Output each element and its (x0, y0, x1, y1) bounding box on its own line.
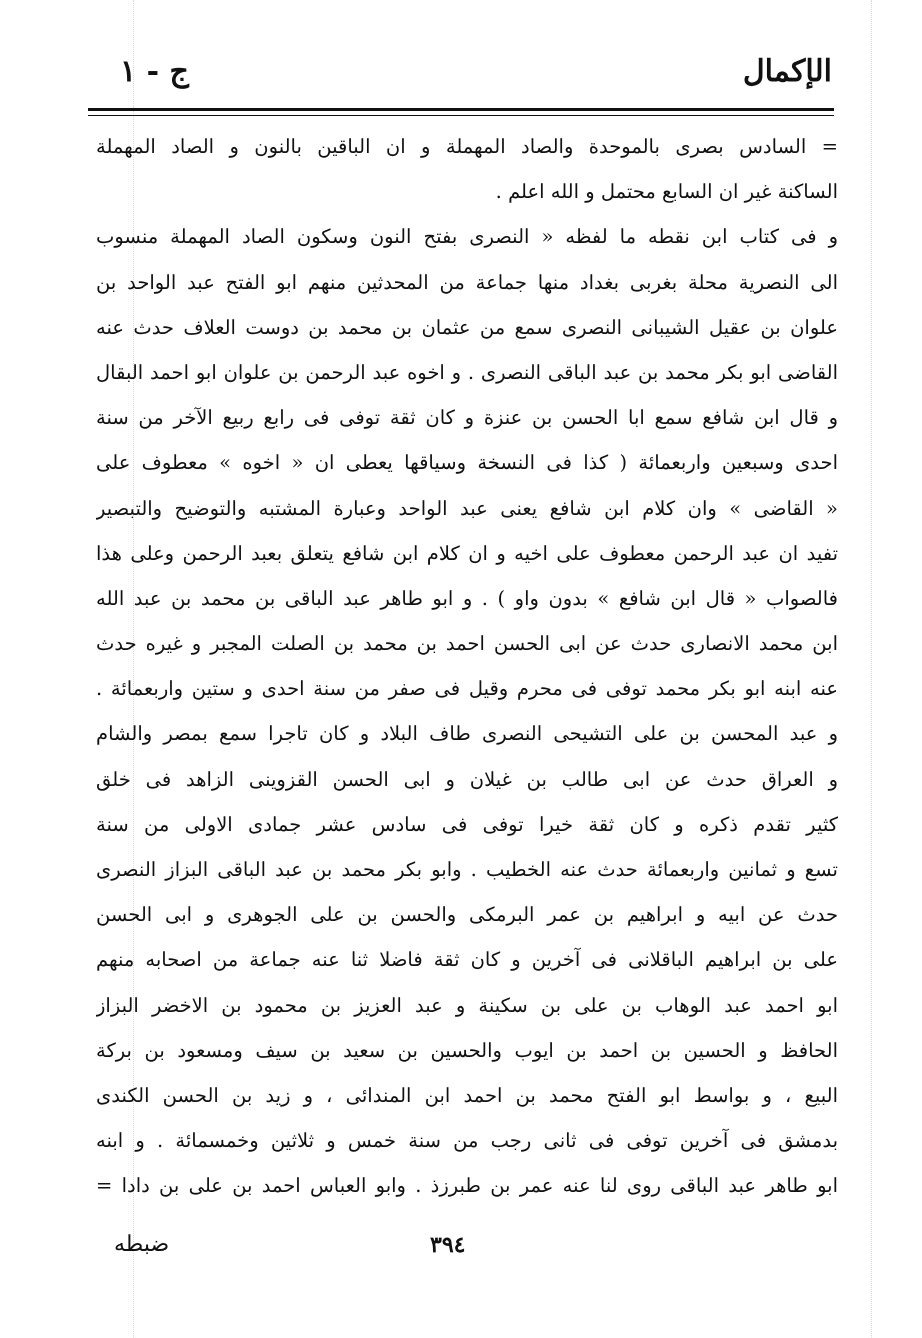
page-footer (90, 1228, 832, 1268)
text-line: احدى وسبعين واربعمائة ( كذا فى النسخة وسياقها يعطى ان « اخوه » معطوف على (96, 451, 838, 475)
book-title: الإكمال (742, 54, 832, 89)
text-line: البيع ، و بواسط ابو الفتح محمد بن احمد ابن المندائى ، و زيد بن الحسن الكندى (96, 1083, 838, 1107)
text-line: ابو احمد عبد الوهاب بن على بن سكينة و عبد العزيز بن محمود بن الاخضر البزاز (96, 993, 838, 1017)
text-line: الى النصرية محلة بغربى بغداد منها جماعة من المحدثين منهم ابو الفتح عبد الواحد بن (96, 270, 838, 294)
text-line: الساكنة غير ان السابع محتمل و الله اعلم . (495, 180, 838, 204)
margin-guide-right (871, 0, 872, 1338)
text-line: = السادس بصرى بالموحدة والصاد المهملة و ان الباقين بالنون و الصاد المهملة (96, 135, 838, 158)
text-line: فالصواب « قال ابن شافع » بدون واو ) . و ابو طاهر عبد الباقى بن محمد بن عبد الله (96, 586, 838, 610)
text-line: « القاضى » وان كلام ابن شافع يعنى عبد الواحد وعبارة المشتبه والتوضيح والتبصير (96, 496, 838, 520)
header-rule-thin (88, 115, 834, 116)
text-line: بدمشق فى آخرين توفى فى ثانى رجب من سنة خمس و ثلاثين وخمسمائة . و ابنه (96, 1129, 838, 1153)
text-line: القاضى ابو بكر محمد بن عبد الباقى النصرى . و اخوه عبد الرحمن بن علوان ابو احمد البقال (96, 360, 838, 384)
text-line: و العراق حدث عن ابى طالب بن غيلان و ابى الحسن القزوينى الزاهد فى خلق (96, 767, 838, 791)
text-line: ابن محمد الانصارى حدث عن ابى الحسن احمد بن محمد بن الصلت المجبر و غيره حدث (96, 632, 838, 656)
text-line: ابو طاهر عبد الباقى روى لنا عنه عمر بن طبرزذ . وابو العباس احمد بن على بن دادا = (96, 1174, 838, 1198)
header-rule-thick (88, 108, 834, 111)
page-number: ٣٩٤ (430, 1232, 466, 1258)
text-line: و فى كتاب ابن نقطه ما لفظه « النصرى بفتح النون وسكون الصاد المهملة منسوب (96, 225, 838, 249)
catchword: ضبطه (114, 1232, 170, 1257)
text-line: كثير تقدم ذكره و كان ثقة خيرا توفى فى سادس عشر جمادى الاولى من سنة (96, 812, 838, 836)
text-line: عنه ابنه ابو بكر محمد توفى فى محرم وقيل فى صفر من سنة احدى و ستين واربعمائة . (96, 677, 838, 701)
main-text (96, 124, 838, 1209)
text-line: و عبد المحسن بن على التشيحى النصرى طاف البلاد و كان تاجرا سمع بمصر والشام (96, 722, 838, 746)
text-line: تفيد ان عبد الرحمن معطوف على اخيه و ان كلام ابن شافع يتعلق بعبد الرحمن وعلى هذا (96, 541, 838, 565)
text-line: حدث عن ابيه و ابراهيم بن عمر البرمكى والحسن بن على الجوهرى و ابى الحسن (96, 903, 838, 927)
running-header (90, 52, 832, 102)
text-line: الحافظ و الحسين بن احمد بن ايوب والحسين بن سعيد بن سيف ومسعود بن بركة (96, 1038, 838, 1062)
text-line: على بن ابراهيم الباقلانى فى آخرين و كان ثقة فاضلا ثنا عنه جماعة من اصحابه منهم (96, 948, 838, 972)
text-line: تسع و ثمانين واربعمائة حدث عنه الخطيب . وابو بكر محمد بن عبد الباقى البزاز النصرى (96, 858, 838, 881)
text-line: علوان بن عقيل الشيبانى النصرى سمع من عثمان بن محمد بن دوست العلاف حدث عنه (96, 315, 838, 339)
text-line: و قال ابن شافع سمع ابا الحسن بن عنزة و كان ثقة توفى فى رابع ربيع الآخر من سنة (96, 406, 838, 430)
volume-number: ج - ١ (120, 54, 189, 89)
